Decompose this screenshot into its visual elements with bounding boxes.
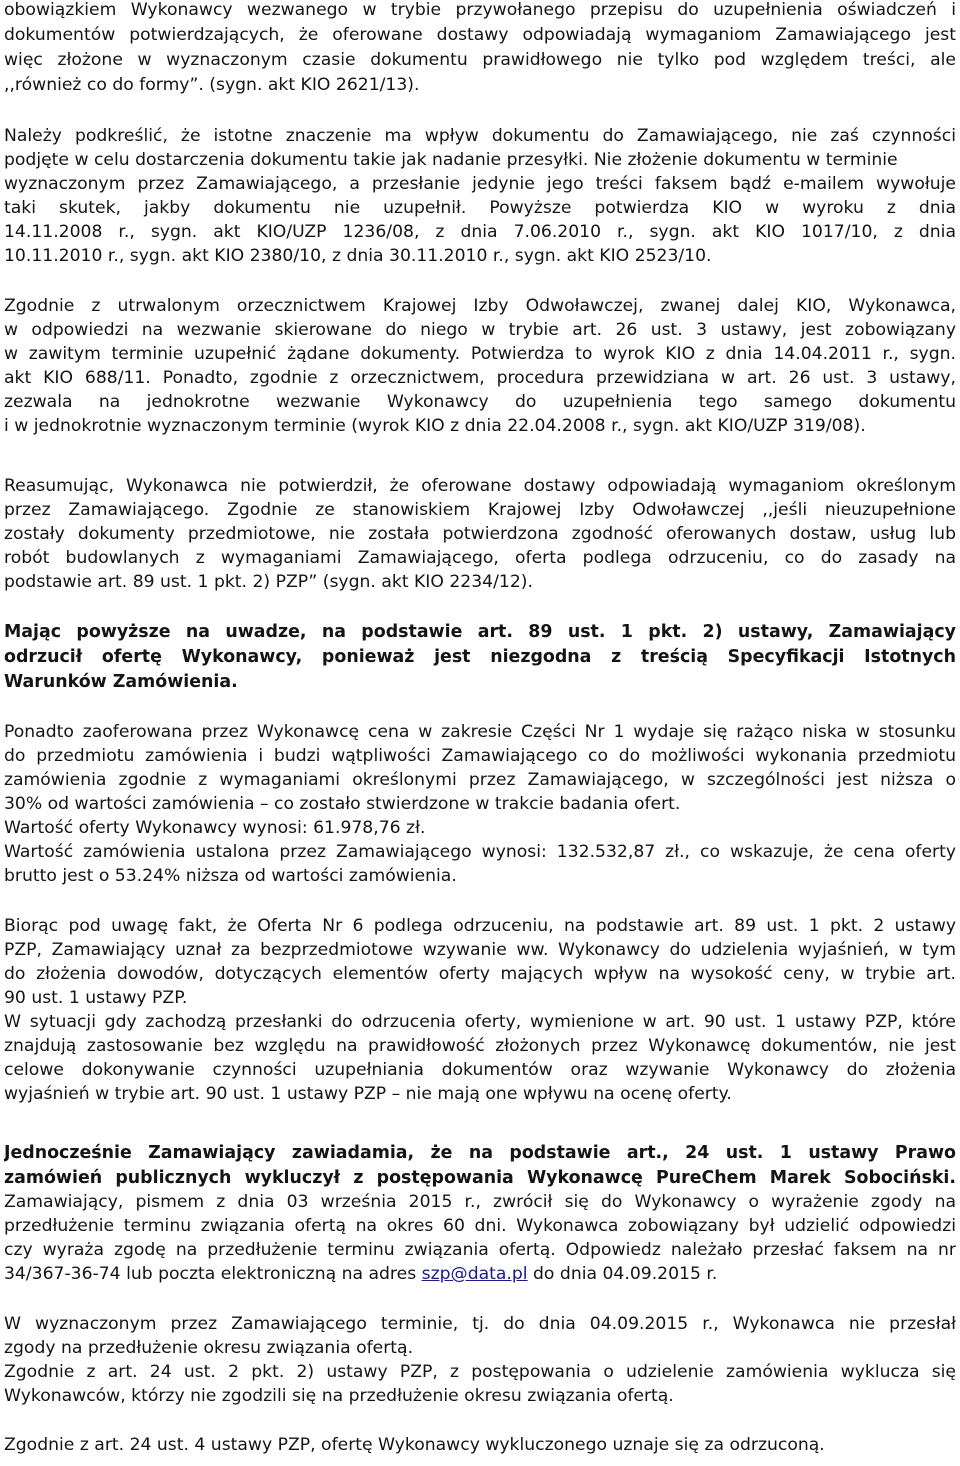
bold-paragraph-line-3: Warunków Zamówienia.: [4, 672, 238, 692]
paragraph-6-line-5: Wartość oferty Wykonawcy wynosi: 61.978,76 zł.: [4, 818, 426, 838]
paragraph-10-line-1: Zgodnie z art. 24 ust. 4 ustawy PZP, ofertę Wykonawcy wykluczonego uznaje się za odrzuconą.: [4, 1435, 825, 1455]
paragraph-1-line-4: ,,również co do formy”. (sygn. akt KIO 2621/13).: [4, 75, 420, 95]
paragraph-9-line-2: zgody na przedłużenie okresu związania ofertą.: [4, 1338, 414, 1358]
paragraph-6-line-6: Wartość zamówienia ustalona przez Zamawiającego wynosi: 132.532,87 zł., co wskazuje, że cena oferty: [4, 842, 956, 862]
paragraph-2-line-5: 14.11.2008 r., sygn. akt KIO/UZP 1236/08, z dnia 7.06.2010 r., sygn. akt KIO 1017/10, z dnia: [4, 222, 956, 242]
paragraph-2-line-4: taki skutek, jakby dokumentu nie uzupełnił. Powyższe potwierdza KIO w wyroku z dnia: [4, 198, 956, 218]
paragraph-1-line-1: obowiązkiem Wykonawcy wezwanego w trybie przywołanego przepisu do uzupełnienia oświadczeń i: [4, 0, 956, 20]
paragraph-3-line-5: zezwala na jednokrotne wezwanie Wykonawcy do uzupełnienia tego samego dokumentu: [4, 392, 956, 412]
paragraph-8-line-3: Zamawiający, pismem z dnia 03 września 2015 r., zwrócił się do Wykonawcy o wyrażenie zgody na: [4, 1192, 956, 1212]
email-link[interactable]: szp@data.pl: [421, 1264, 528, 1284]
paragraph-7-line-2: PZP, Zamawiający uznał za bezprzedmiotowe wzywanie ww. Wykonawcy do udzielenia wyjaśnień, w tym: [4, 940, 956, 960]
paragraph-4-line-2: przez Zamawiającego. Zgodnie ze stanowiskiem Krajowej Izby Odwoławczej ,,jeśli nieuzupełnione: [4, 500, 956, 520]
paragraph-7-line-7: celowe dokonywanie czynności uzupełniania dokumentów oraz wzywanie Wykonawcy do złożenia: [4, 1060, 956, 1080]
paragraph-2-line-6: 10.11.2010 r., sygn. akt KIO 2380/10, z dnia 30.11.2010 r., sygn. akt KIO 2523/10.: [4, 246, 712, 266]
paragraph-3-line-3: w zawitym terminie uzupełnić żądane dokumenty. Potwierdza to wyrok KIO z dnia 14.04.2011 r., sygn.: [4, 344, 956, 364]
paragraph-9-line-1: W wyznaczonym przez Zamawiającego terminie, tj. do dnia 04.09.2015 r., Wykonawca nie przesłał: [4, 1314, 956, 1334]
paragraph-4-line-5: podstawie art. 89 ust. 1 pkt. 2) PZP” (sygn. akt KIO 2234/12).: [4, 572, 533, 592]
paragraph-8-line-6: 34/367-36-74 lub poczta elektroniczną na adres szp@data.pl do dnia 04.09.2015 r.: [4, 1264, 718, 1284]
paragraph-8-line-4: przedłużenie terminu związania ofertą na okres 60 dni. Wykonawca zobowiązany był udzielić odpowiedzi: [4, 1216, 956, 1236]
paragraph-7-line-3: do złożenia dowodów, dotyczących elementów oferty mających wpływ na wysokość ceny, w trybie art.: [4, 964, 956, 984]
paragraph-4-line-4: robót budowlanych z wymaganiami Zamawiającego, oferta podlega odrzuceniu, co do zasady na: [4, 548, 956, 568]
paragraph-2-line-1: Należy podkreślić, że istotne znaczenie ma wpływ dokumentu do Zamawiającego, nie zaś czynności: [4, 126, 956, 146]
paragraph-6-line-4: 30% od wartości zamówienia – co zostało stwierdzone w trakcie badania ofert.: [4, 794, 681, 814]
paragraph-4-line-3: zostały dokumenty przedmiotowe, nie została potwierdzona zgodność oferowanych dostaw, usług lub: [4, 524, 956, 544]
paragraph-4-line-1: Reasumując, Wykonawca nie potwierdził, że oferowane dostawy odpowiadają wymaganiom określonym: [4, 476, 956, 496]
paragraph-3-line-4: akt KIO 688/11. Ponadto, zgodnie z orzecznictwem, procedura przewidziana w art. 26 ust. 3 ustawy,: [4, 368, 956, 388]
paragraph-7-line-5: W sytuacji gdy zachodzą przesłanki do odrzucenia oferty, wymienione w art. 90 ust. 1 ustawy PZP, które: [4, 1012, 956, 1032]
paragraph-7-line-6: znajdują zastosowanie bez względu na prawidłowość złożonych przez Wykonawcę dokumentów, nie jest: [4, 1036, 956, 1056]
exclusion-notice-line-2: zamówień publicznych wykluczył z postępowania Wykonawcę PureChem Marek Sobociński.: [4, 1168, 956, 1188]
paragraph-7-line-1: Biorąc pod uwagę fakt, że Oferta Nr 6 podlega odrzuceniu, na podstawie art. 89 ust. 1 pkt. 2 ustawy: [4, 916, 956, 936]
paragraph-3-line-6: i w jednokrotnie wyznaczonym terminie (wyrok KIO z dnia 22.04.2008 r., sygn. akt KIO/UZP 319/08).: [4, 416, 866, 436]
exclusion-notice-line-1: Jednocześnie Zamawiający zawiadamia, że na podstawie art., 24 ust. 1 ustawy Prawo: [4, 1143, 956, 1163]
paragraph-6-line-7: brutto jest o 53.24% niższa od wartości zamówienia.: [4, 866, 457, 886]
paragraph-2-line-3: wyznaczonym przez Zamawiającego, a przesłanie jedynie jego treści faksem bądź e-mailem wywołuje: [4, 174, 956, 194]
paragraph-7-line-8: wyjaśnień w trybie art. 90 ust. 1 ustawy PZP – nie mają one wpływu na ocenę oferty.: [4, 1084, 732, 1104]
bold-paragraph-line-1: Mając powyższe na uwadze, na podstawie art. 89 ust. 1 pkt. 2) ustawy, Zamawiający: [4, 622, 956, 642]
paragraph-6-line-2: do przedmiotu zamówienia i budzi wątpliwości Zamawiającego co do możliwości wykonania przedmiotu: [4, 746, 956, 766]
paragraph-1-line-2: dokumentów potwierdzających, że oferowane dostawy odpowiadają wymaganiom Zamawiającego jest: [4, 25, 956, 45]
paragraph-9-line-3: Zgodnie z art. 24 ust. 2 pkt. 2) ustawy PZP, z postępowania o udzielenie zamówienia wyklucza się: [4, 1362, 956, 1382]
paragraph-3-line-1: Zgodnie z utrwalonym orzecznictwem Krajowej Izby Odwoławczej, zwanej dalej KIO, Wykonawca,: [4, 296, 956, 316]
paragraph-8-line-5: czy wyraża zgodę na przedłużenie terminu związania ofertą. Odpowiedz należało przesłać faksem na nr: [4, 1240, 956, 1260]
paragraph-7-line-4: 90 ust. 1 ustawy PZP.: [4, 988, 188, 1008]
paragraph-6-line-1: Ponadto zaoferowana przez Wykonawcę cena w zakresie Części Nr 1 wydaje się rażąco niska w stosunku: [4, 722, 956, 742]
paragraph-6-line-3: zamówienia zgodnie z wymaganiami określonymi przez Zamawiającego, w szczególności jest niższa o: [4, 770, 956, 790]
paragraph-2-line-2: podjęte w celu dostarczenia dokumentu takie jak nadanie przesyłki. Nie złożenie dokumentu w terminie: [4, 150, 898, 170]
bold-paragraph-line-2: odrzucił ofertę Wykonawcy, ponieważ jest niezgodna z treścią Specyfikacji Istotnych: [4, 647, 956, 667]
paragraph-9-line-4: Wykonawców, którzy nie zgodzili się na przedłużenie okresu związania ofertą.: [4, 1386, 674, 1406]
paragraph-1-line-3: więc złożone w wyznaczonym czasie dokumentu prawidłowego nie tylko pod względem treści, ale: [4, 50, 956, 70]
paragraph-3-line-2: w odpowiedzi na wezwanie skierowane do niego w trybie art. 26 ust. 3 ustawy, jest zobowiązany: [4, 320, 956, 340]
